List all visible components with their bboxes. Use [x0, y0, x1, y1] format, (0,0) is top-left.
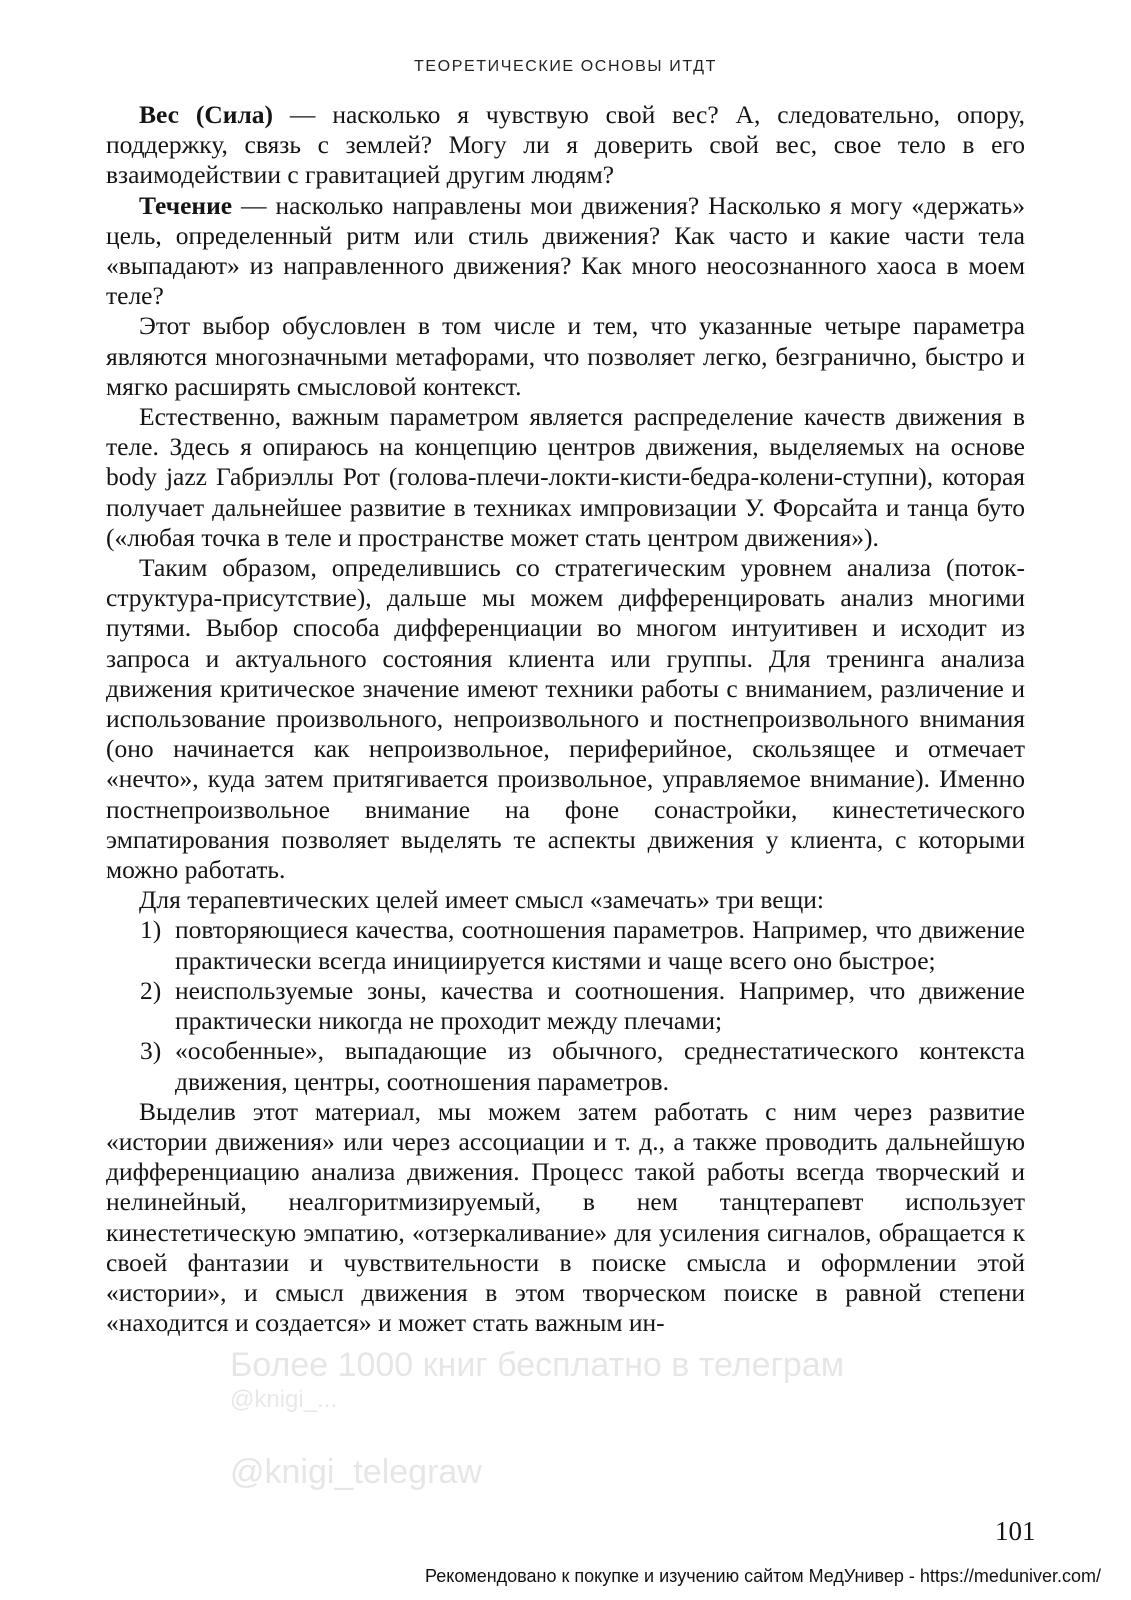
list-number: 1)	[140, 915, 162, 945]
paragraph: Этот выбор обусловлен в том числе и тем, что указанные четыре параметра являются многозначными метафорами, что позволяет легко, безгранично, быстро и мягко расширять смысловой контекст.	[106, 311, 1025, 401]
term-flow: Течение	[139, 190, 233, 220]
list-text: «особенные», выпадающие из обычного, среднестатического контекста движения, центры, соотношения параметров.	[175, 1036, 1025, 1096]
paragraph-flow	[106, 191, 1025, 312]
term-weight: Вес (Сила)	[139, 100, 274, 129]
list-text: неиспользуемые зоны, качества и соотношения. Например, что движение практически никогда не проходит между плечами;	[175, 975, 1025, 1036]
notice-list	[106, 915, 1025, 1096]
list-item	[140, 975, 1025, 1036]
page-body	[106, 100, 1025, 1338]
list-number: 2)	[140, 975, 162, 1005]
paragraph-weight	[106, 100, 1025, 191]
paragraph: Естественно, важным параметром является распределение качеств движения в теле. Здесь я опираюсь на концепцию центров движения, выделяемых на основе body jazz Габриэллы Рот (голова-плечи-локти-кисти-бедра-колени-ступни), которая получает дальнейшее развитие в техниках импровизации У. Форсайта и танца буто («любая точка в теле и пространстве может стать центром движения»).	[106, 402, 1025, 552]
watermark-handle-small: @knigi_...	[230, 1386, 338, 1413]
footer-recommendation: Рекомендовано к покупке и изучению сайтом МедУнивер - https://meduniver.com/	[425, 1566, 1101, 1586]
list-item	[140, 915, 1025, 975]
running-head: ТЕОРЕТИЧЕСКИЕ ОСНОВЫ ИТДТ	[414, 58, 717, 75]
watermark-promo: Более 1000 книг бесплатно в телеграм	[230, 1346, 845, 1384]
paragraph-text: — насколько направлены мои движения? Насколько я могу «держать» цель, определенный ритм или стиль движения? Как часто и какие части тела «выпадают» из направленного движения? Как много неосознанного хаоса в моем теле?	[106, 190, 1025, 311]
list-number: 3)	[140, 1036, 162, 1066]
paragraph: Таким образом, определившись со стратегическим уровнем анализа (поток-структура-присутствие), дальше мы можем дифференцировать анализ многими путями. Выбор способа дифференциации во многом интуитивен и исходит из запроса и актуального состояния клиента или группы. Для тренинга анализа движения критическое значение имеют техники работы с вниманием, различение и использование произвольного, непроизвольного и постнепроизвольного внимания (оно начинается как непроизвольное, периферийное, скользящее и отмечает «нечто», куда затем притягивается произвольное, управляемое внимание). Именно постнепроизвольное внимание на фоне сонастройки, кинестетического эмпатирования позволяет выделять те аспекты движения у клиента, с которыми можно работать.	[106, 553, 1025, 885]
page-number: 101	[995, 1516, 1036, 1546]
watermark-handle: @knigi_telegraw	[230, 1453, 482, 1491]
list-item	[140, 1036, 1025, 1096]
list-text: повторяющиеся качества, соотношения параметров. Например, что движение практически всегда инициируется кистями и чаще всего оно быстрое;	[175, 915, 1025, 975]
paragraph: Для терапевтических целей имеет смысл «замечать» три вещи:	[139, 885, 824, 915]
paragraph-text: — насколько я чувствую свой вес? А, следовательно, опору, поддержку, связь с землей? Могу ли я доверить свой вес, свое тело в его взаимодействии с гравитацией другим людям?	[106, 100, 1025, 190]
paragraph: Выделив этот материал, мы можем затем работать с ним через развитие «истории движения» или через ассоциации и т. д., а также проводить дальнейшую дифференциацию анализа движения. Процесс такой работы всегда творческий и нелинейный, неалгоритмизируемый, в нем танцтерапевт использует кинестетическую эмпатию, «отзеркаливание» для усиления сигналов, обращается к своей фантазии и чувствительности в поиске смысла и оформлении этой «истории», и смысл движения в этом творческом поиске в равной степени «находится и создается» и может стать важным ин-	[106, 1096, 1025, 1338]
